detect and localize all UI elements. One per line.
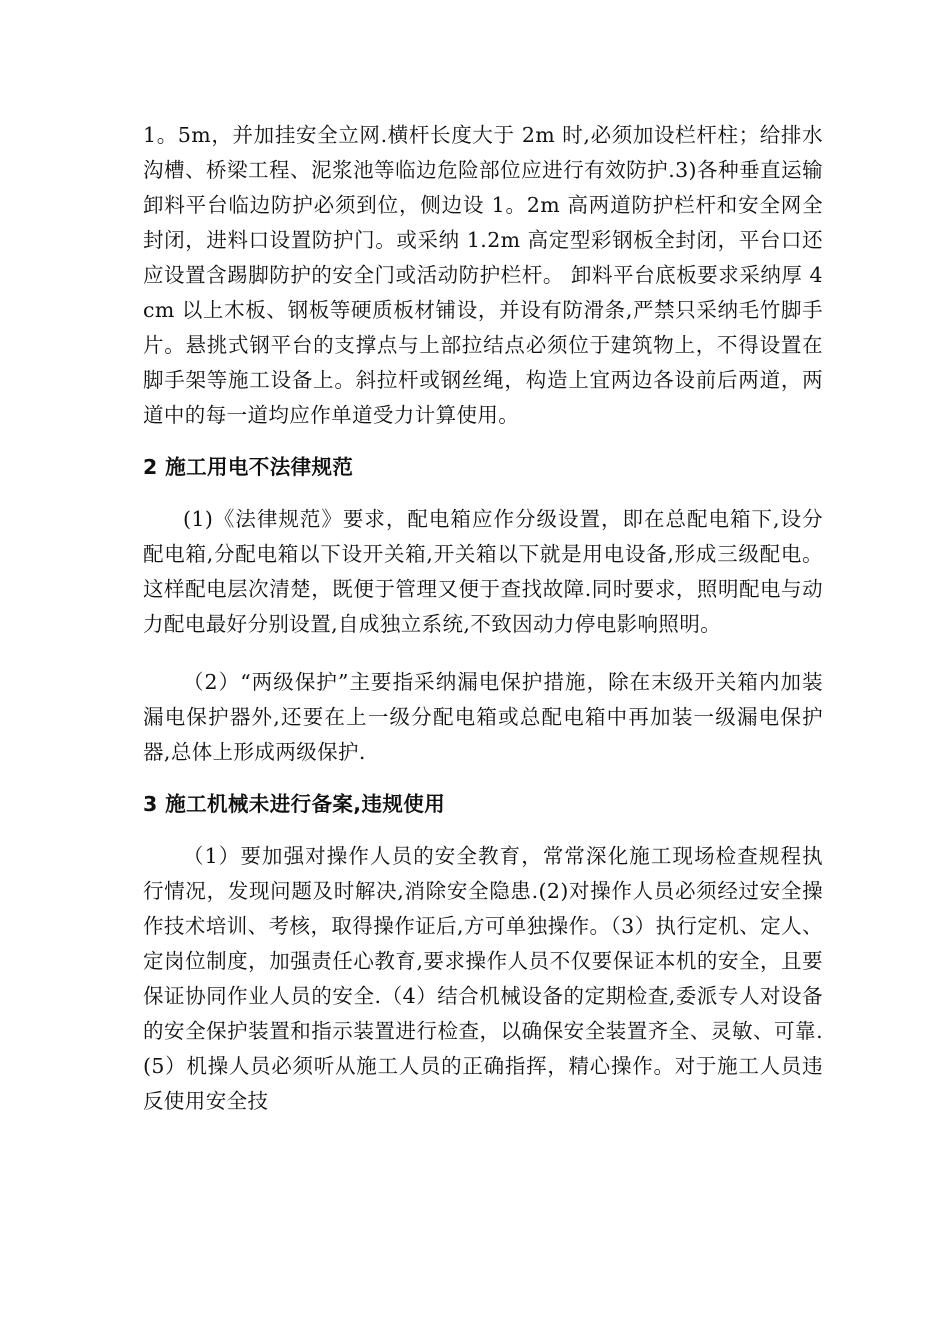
paragraph-machinery-operation: （1）要加强对操作人员的安全教育，常常深化施工现场检查规程执行情况，发现问题及时解决,消除安全隐患.(2)对操作人员必须经过安全操作技术培训、考核，取得操作证后,方可单独操作。（3）执行定机、定人、定岗位制度，加强责任心教育,要求操作人员不仅要保证本机的安全，且要保证协同作业人员的安全.（4）结合机械设备的定期检查,委派专人对设备的安全保护装置和指示装置进行检查，以确保安全装置齐全、灵敏、可靠.(5）机操人员必须听从施工人员的正确指挥，精心操作。对于施工人员违反使用安全技 (143, 844, 823, 1113)
section-heading-machinery: 3 施工机械未进行备案,违规使用 (143, 792, 446, 816)
paragraph-distribution-boxes: (1)《法律规范》要求，配电箱应作分级设置，即在总配电箱下,设分配电箱,分配电箱以下设开关箱,开关箱以下就是用电设备,形成三级配电。这样配电层次清楚，既便于管理又便于查找故障.同时要求，照明配电与动力配电最好分别设置,自成独立系统,不致因动力停电影响照明。 (143, 507, 823, 636)
document-body (143, 118, 823, 1119)
paragraph-guardrail-platform: 1。5m，并加挂安全立网.横杆长度大于 2m 时,必须加设栏杆柱；给排水沟槽、桥梁工程、泥浆池等临边危险部位应进行有效防护.3)各种垂直运输卸料平台临边防护必须到位，侧边设 1。2m 高两道防护栏杆和安全网全封闭，进料口设置防护门。或采纳 1.2m 高定型彩钢板全封闭，平台口还应设置含踢脚防护的安全门或活动防护栏杆。 卸料平台底板要求采纳厚 4cm 以上木板、钢板等硬质板材铺设，并设有防滑条,严禁只采纳毛竹脚手片。悬挑式钢平台的支撑点与上部拉结点必须位于建筑物上，不得设置在脚手架等施工设备上。斜拉杆或钢丝绳，构造上宜两边各设前后两道，两道中的每一道均应作单道受力计算使用。 (143, 123, 823, 427)
section-heading-electricity: 2 施工用电不法律规范 (143, 455, 354, 479)
paragraph-two-level-protection: （2）“两级保护”主要指采纳漏电保护措施，除在末级开关箱内加装漏电保护器外,还要在上一级分配电箱或总配电箱中再加装一级漏电保护器,总体上形成两级保护. (143, 670, 823, 764)
